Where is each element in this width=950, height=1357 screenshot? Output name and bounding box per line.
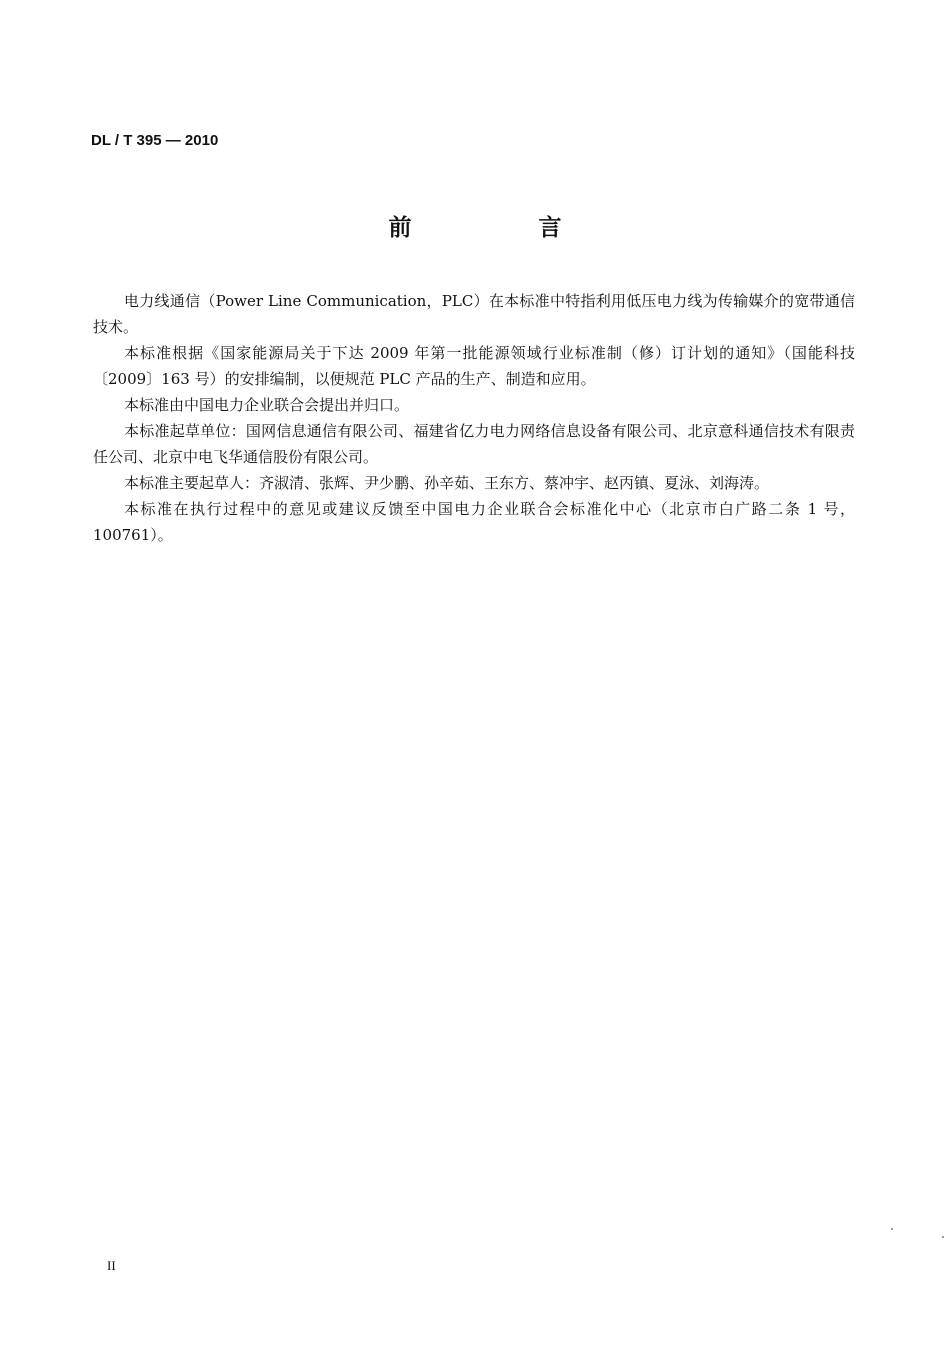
scan-speck <box>942 1236 944 1238</box>
scan-speck <box>891 1228 893 1230</box>
paragraph-feedback: 本标准在执行过程中的意见或建议反馈至中国电力企业联合会标准化中心（北京市白广路二条 1 号，100761）。 <box>93 500 855 544</box>
paragraph-basis: 本标准根据《国家能源局关于下达 2009 年第一批能源领域行业标准制（修）订计划的通知》（国能科技〔2009〕163 号）的安排编制，以便规范 PLC 产品的生产、制造和应用。 <box>93 344 855 388</box>
foreword-body <box>93 288 855 548</box>
paragraph-drafters: 本标准主要起草人：齐淑清、张辉、尹少鹏、孙辛茹、王东方、蔡冲宇、赵丙镇、夏泳、刘海涛。 <box>124 474 770 492</box>
paragraph-plc-definition: 电力线通信（Power Line Communication，PLC）在本标准中特指利用低压电力线为传输媒介的宽带通信技术。 <box>93 292 855 336</box>
page-number: II <box>107 1258 116 1273</box>
paragraph-proposer: 本标准由中国电力企业联合会提出并归口。 <box>124 396 410 414</box>
standard-code: DL / T 395 — 2010 <box>91 132 219 149</box>
paragraph-drafting-units: 本标准起草单位：国网信息通信有限公司、福建省亿力电力网络信息设备有限公司、北京意科通信技术有限责任公司、北京中电飞华通信股份有限公司。 <box>93 422 855 466</box>
page-title: 前 言 <box>388 215 614 241</box>
